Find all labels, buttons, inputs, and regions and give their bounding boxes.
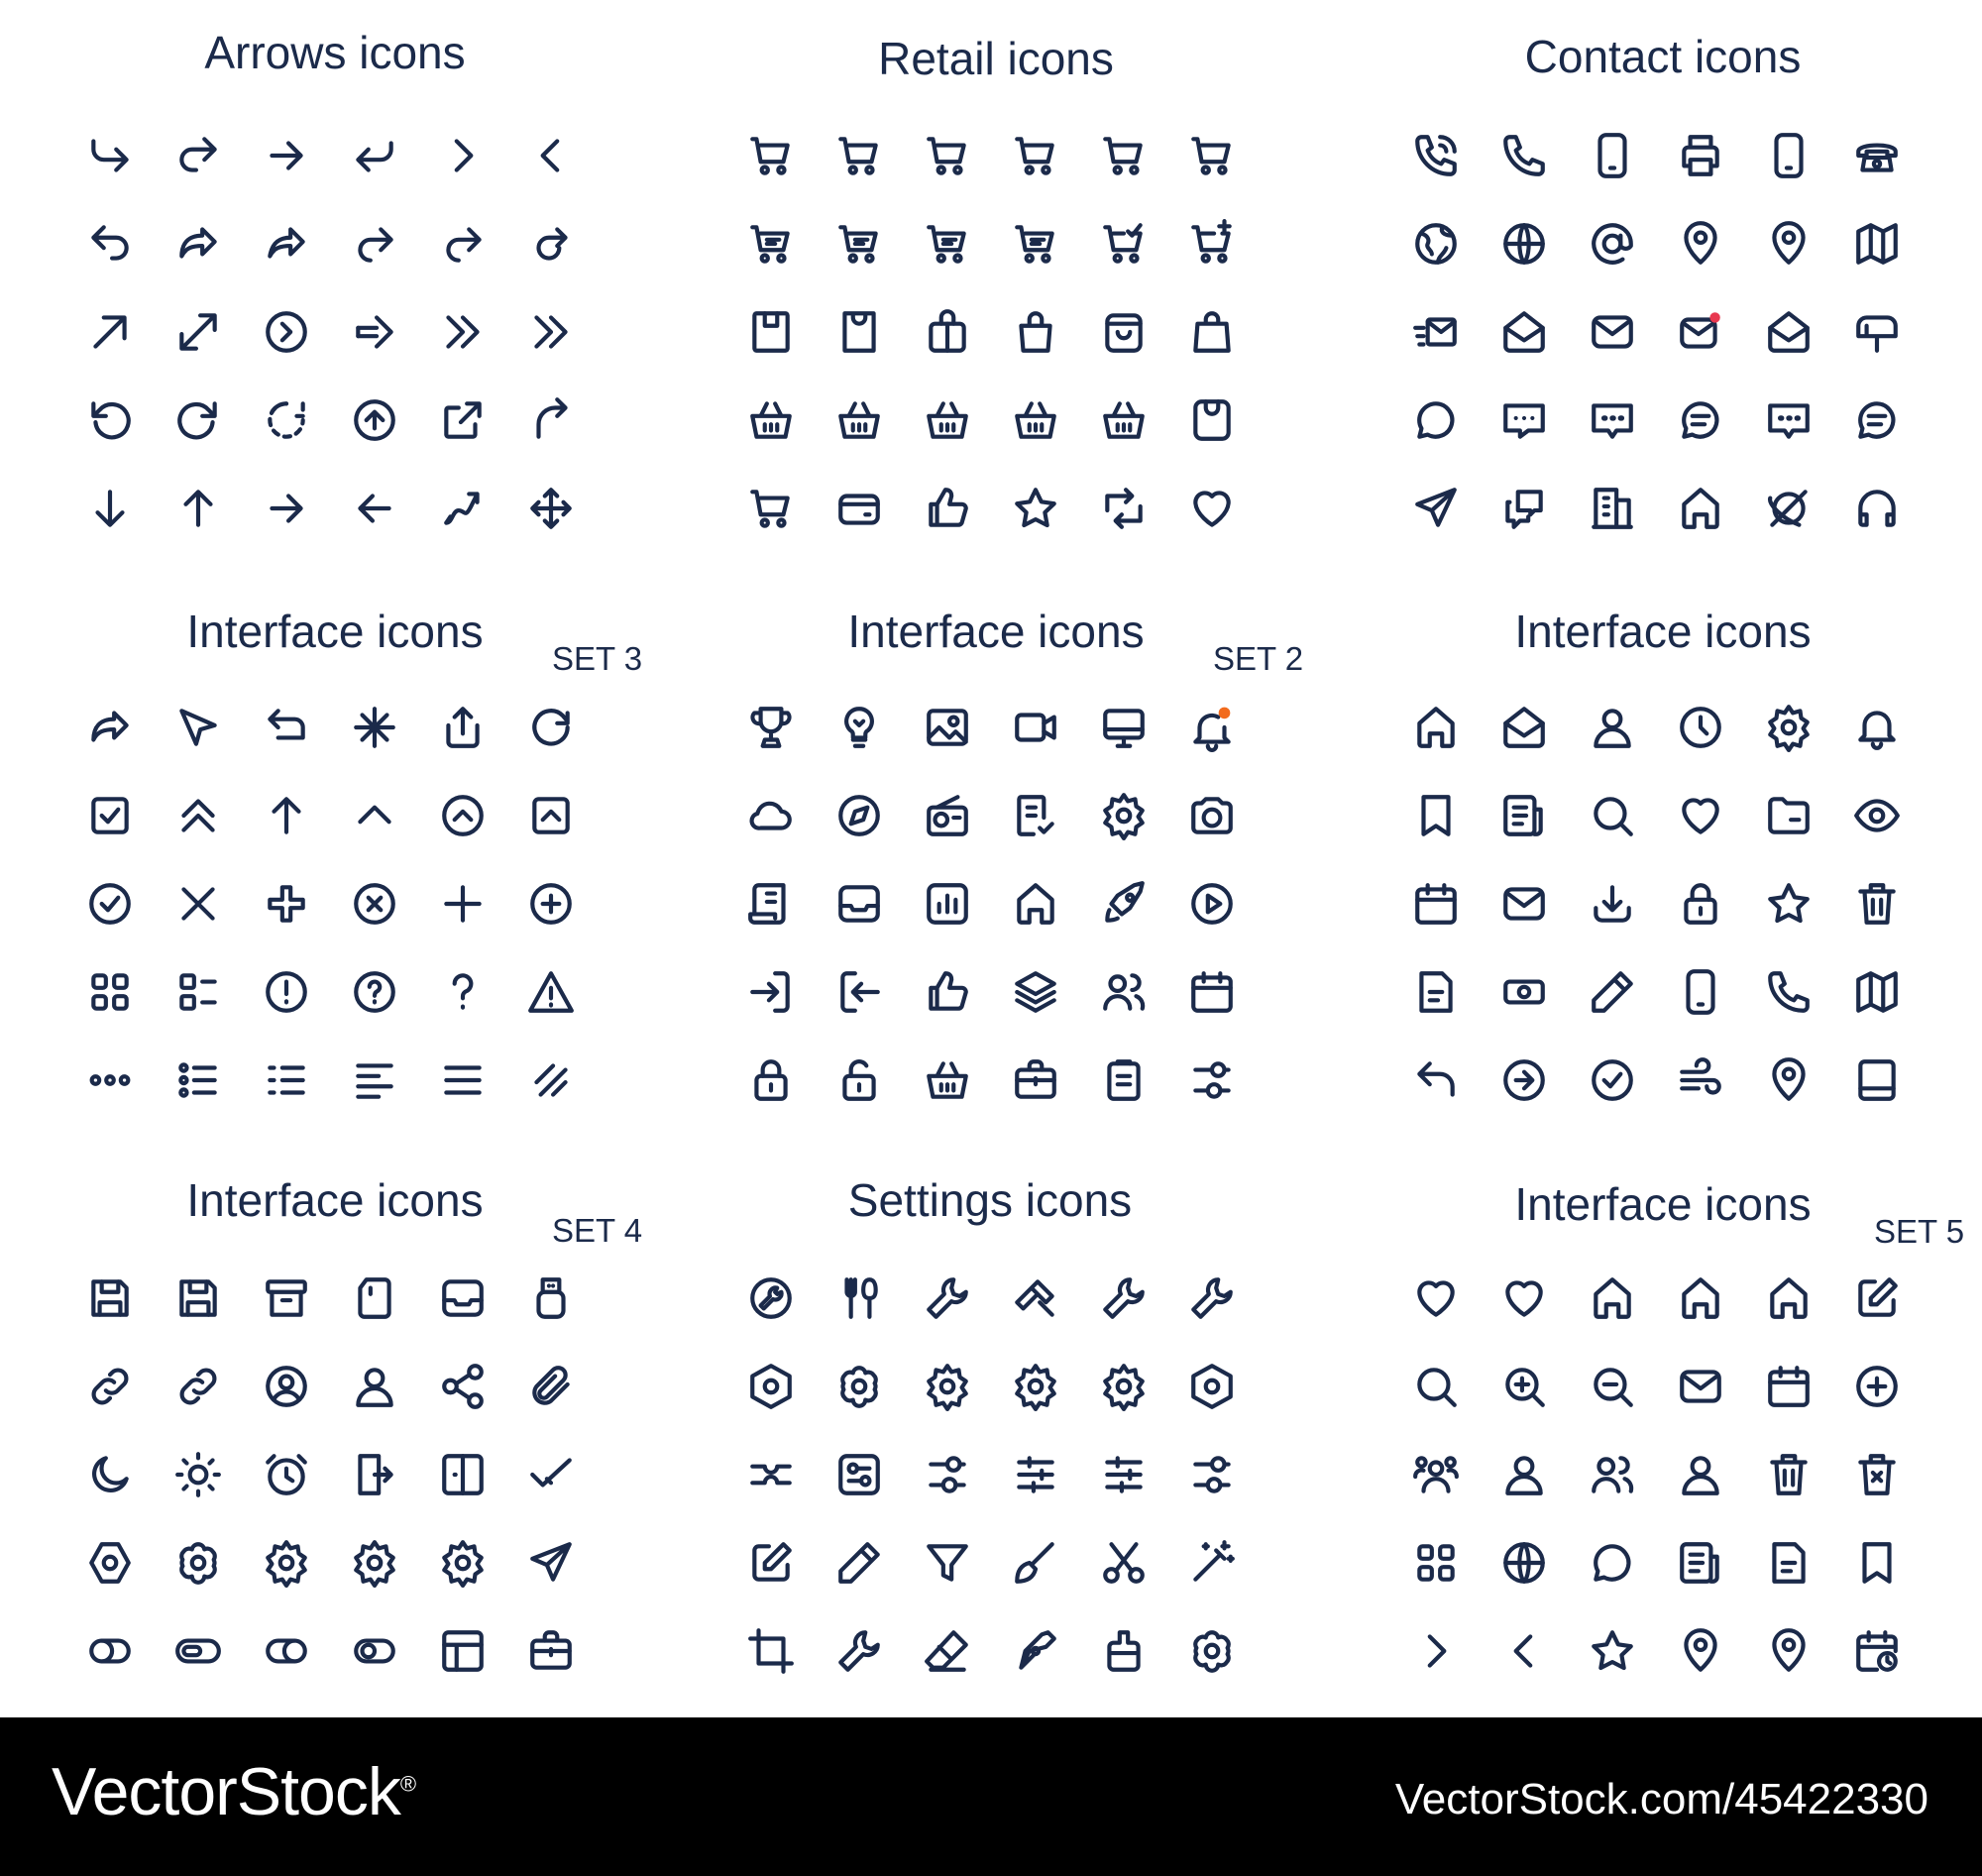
basket-icon bbox=[991, 376, 1079, 464]
chat-bubble-icon bbox=[1568, 1518, 1656, 1606]
expand-diagonal-icon bbox=[154, 287, 242, 376]
circle-chevron-up-icon bbox=[418, 771, 506, 859]
dashed-list-icon bbox=[242, 1036, 330, 1124]
lock-icon bbox=[726, 1036, 815, 1124]
building-icon bbox=[1568, 464, 1656, 552]
horizontal-sliders-icon bbox=[1079, 1430, 1167, 1518]
reply-arrow-icon bbox=[1391, 1036, 1480, 1124]
paint-brush-icon bbox=[991, 1518, 1079, 1606]
floppy-disk-icon bbox=[154, 1254, 242, 1342]
briefcase-icon bbox=[991, 1036, 1079, 1124]
basket-icon bbox=[815, 376, 903, 464]
move-cross-arrows-icon bbox=[506, 464, 595, 552]
watermark-footer bbox=[0, 1717, 1982, 1876]
document-icon bbox=[1480, 771, 1568, 859]
cursor-pointer-icon bbox=[154, 683, 242, 771]
horizontal-sliders-icon bbox=[991, 1430, 1079, 1518]
home-icon bbox=[1656, 1254, 1744, 1342]
interface-icons-title: Interface icons bbox=[186, 606, 484, 657]
clock-icon bbox=[1656, 683, 1744, 771]
home-icon bbox=[1568, 1254, 1656, 1342]
basket-icon bbox=[903, 1036, 991, 1124]
at-sign-icon bbox=[1568, 199, 1656, 287]
arrow-down-icon bbox=[65, 464, 154, 552]
crop-icon bbox=[726, 1606, 815, 1695]
checkmark-icon bbox=[506, 1430, 595, 1518]
heart-icon bbox=[1480, 1254, 1568, 1342]
flower-gear-icon bbox=[815, 1342, 903, 1430]
link-icon bbox=[65, 1342, 154, 1430]
zoom-in-icon bbox=[1480, 1342, 1568, 1430]
list-layout-icon bbox=[154, 947, 242, 1036]
envelope-icon bbox=[1656, 1342, 1744, 1430]
cart-lines-icon bbox=[726, 199, 815, 287]
map-pin-icon bbox=[1656, 199, 1744, 287]
envelope-icon bbox=[1568, 287, 1656, 376]
plus-icon bbox=[418, 859, 506, 947]
rotate-dashed-icon bbox=[242, 376, 330, 464]
chat-bubbles-icon bbox=[1480, 464, 1568, 552]
cart-icon bbox=[726, 111, 815, 199]
phone-icon bbox=[1744, 947, 1832, 1036]
cart-icon bbox=[991, 111, 1079, 199]
planet-icon bbox=[1744, 464, 1832, 552]
set-label: SET 2 bbox=[1213, 640, 1304, 677]
user-icon bbox=[1480, 1430, 1568, 1518]
wrench-icon bbox=[903, 1254, 991, 1342]
grid-four-icon bbox=[65, 947, 154, 1036]
image-id-url: VectorStock.com/45422330 bbox=[1394, 1775, 1928, 1823]
rotate-right-icon bbox=[154, 376, 242, 464]
arrows-icons-grid bbox=[65, 111, 595, 552]
fork-spoon-icon bbox=[815, 1254, 903, 1342]
unlock-icon bbox=[815, 1036, 903, 1124]
phone-icon bbox=[1480, 111, 1568, 199]
bell-badge-icon bbox=[1167, 683, 1256, 771]
cloud-icon bbox=[726, 771, 815, 859]
cart-icon bbox=[1079, 111, 1167, 199]
map-pin-icon bbox=[1744, 199, 1832, 287]
forward-arrow-icon bbox=[242, 199, 330, 287]
gear-icon bbox=[903, 1342, 991, 1430]
settings-icons-grid bbox=[726, 1254, 1256, 1695]
clipboard-icon bbox=[1079, 1036, 1167, 1124]
send-paper-plane-icon bbox=[506, 1518, 595, 1606]
chevron-right-icon bbox=[418, 111, 506, 199]
calendar-icon bbox=[1167, 947, 1256, 1036]
interface-icons-title: Interface icons bbox=[847, 606, 1145, 657]
toggle-off-icon bbox=[242, 1606, 330, 1695]
home-icon bbox=[1391, 683, 1480, 771]
home-icon bbox=[991, 859, 1079, 947]
envelope-icon bbox=[1480, 859, 1568, 947]
double-chevron-up-icon bbox=[154, 771, 242, 859]
eraser-icon bbox=[903, 1606, 991, 1695]
telephone-icon bbox=[1832, 111, 1921, 199]
search-icon bbox=[1568, 771, 1656, 859]
circle-plus-icon bbox=[1832, 1342, 1921, 1430]
document-check-icon bbox=[991, 771, 1079, 859]
envelope-open-icon bbox=[1480, 683, 1568, 771]
chat-bubble-square-icon bbox=[1480, 376, 1568, 464]
pen-nib-icon bbox=[991, 1606, 1079, 1695]
redo-round-arrow-icon bbox=[330, 199, 418, 287]
contact-icons-title: Contact icons bbox=[1524, 31, 1802, 82]
edit-square-icon bbox=[726, 1518, 815, 1606]
arrow-up-right-icon bbox=[65, 287, 154, 376]
thick-arrow-right-icon bbox=[330, 287, 418, 376]
cart-lines-icon bbox=[991, 199, 1079, 287]
close-x-icon bbox=[154, 859, 242, 947]
calendar-icon bbox=[1391, 859, 1480, 947]
settings-sliders-icon bbox=[903, 1430, 991, 1518]
retail-icons-title: Retail icons bbox=[878, 33, 1114, 84]
inbox-icon bbox=[418, 1254, 506, 1342]
alarm-clock-icon bbox=[242, 1430, 330, 1518]
rotate-left-icon bbox=[65, 376, 154, 464]
cart-lines-icon bbox=[815, 199, 903, 287]
set-label: SET 4 bbox=[552, 1212, 643, 1249]
inbox-icon bbox=[815, 859, 903, 947]
tablet-icon bbox=[1832, 1036, 1921, 1124]
basket-icon bbox=[726, 376, 815, 464]
pencil-icon bbox=[815, 1518, 903, 1606]
shopping-bag-square-icon bbox=[726, 287, 815, 376]
plus-thick-icon bbox=[242, 859, 330, 947]
interface-icons-title: Interface icons bbox=[186, 1174, 484, 1226]
chat-bubble-icon bbox=[1391, 376, 1480, 464]
chat-bubble-dots-icon bbox=[1568, 376, 1656, 464]
settings-icons-title: Settings icons bbox=[847, 1174, 1133, 1226]
curvy-arrow-icon bbox=[418, 464, 506, 552]
heart-icon bbox=[1391, 1254, 1480, 1342]
interface-icons-grid bbox=[726, 683, 1256, 1124]
search-icon bbox=[1391, 1342, 1480, 1430]
external-link-icon bbox=[418, 376, 506, 464]
star-icon bbox=[991, 464, 1079, 552]
chat-bubble-dots-icon bbox=[1744, 376, 1832, 464]
users-group-icon bbox=[1391, 1430, 1480, 1518]
arrow-left-icon bbox=[330, 464, 418, 552]
sd-card-icon bbox=[330, 1254, 418, 1342]
image-icon bbox=[903, 683, 991, 771]
rocket-icon bbox=[1079, 859, 1167, 947]
interface-icons-title: Interface icons bbox=[1514, 1178, 1812, 1230]
trophy-icon bbox=[726, 683, 815, 771]
bookmark-icon bbox=[1391, 771, 1480, 859]
circle-plus-icon bbox=[506, 859, 595, 947]
chevron-left-icon bbox=[506, 111, 595, 199]
basket-icon bbox=[903, 376, 991, 464]
chat-bubble-lines-icon bbox=[1832, 376, 1921, 464]
archive-box-icon bbox=[242, 1254, 330, 1342]
user-icon bbox=[330, 1342, 418, 1430]
bullet-list-icon bbox=[154, 1036, 242, 1124]
thumbs-up-icon bbox=[903, 947, 991, 1036]
lightbulb-icon bbox=[815, 683, 903, 771]
cart-check-icon bbox=[1079, 199, 1167, 287]
hammer-icon bbox=[991, 1254, 1079, 1342]
toggle-sliders-icon bbox=[726, 1430, 815, 1518]
moon-icon bbox=[65, 1430, 154, 1518]
cart-plus-icon bbox=[1167, 199, 1256, 287]
circle-close-icon bbox=[330, 859, 418, 947]
exchange-icon bbox=[1079, 464, 1167, 552]
hexagon-nut-icon bbox=[1167, 1342, 1256, 1430]
cart-icon bbox=[726, 464, 815, 552]
user-icon bbox=[1656, 1430, 1744, 1518]
link-icon bbox=[154, 1342, 242, 1430]
compass-icon bbox=[815, 771, 903, 859]
double-chevron-right-icon bbox=[418, 287, 506, 376]
more-dots-icon bbox=[65, 1036, 154, 1124]
folder-icon bbox=[1744, 771, 1832, 859]
asterisk-icon bbox=[330, 683, 418, 771]
file-icon bbox=[1744, 1518, 1832, 1606]
radio-icon bbox=[903, 771, 991, 859]
share-nodes-icon bbox=[418, 1342, 506, 1430]
handbag-icon bbox=[991, 287, 1079, 376]
settings-sliders-icon bbox=[1167, 1430, 1256, 1518]
grid-four-icon bbox=[1391, 1518, 1480, 1606]
gear-icon bbox=[1079, 771, 1167, 859]
users-icon bbox=[1568, 1430, 1656, 1518]
download-icon bbox=[1568, 859, 1656, 947]
envelope-open-icon bbox=[1744, 287, 1832, 376]
lock-icon bbox=[1656, 859, 1744, 947]
edit-square-icon bbox=[1832, 1254, 1921, 1342]
exclamation-circle-icon bbox=[242, 947, 330, 1036]
home-icon bbox=[1744, 1254, 1832, 1342]
settings-sliders-icon bbox=[1167, 1036, 1256, 1124]
thumbs-up-icon bbox=[903, 464, 991, 552]
video-camera-icon bbox=[991, 683, 1079, 771]
set-label: SET 5 bbox=[1874, 1213, 1965, 1250]
door-exit-icon bbox=[330, 1430, 418, 1518]
usb-stick-icon bbox=[506, 1254, 595, 1342]
menu-lines-icon bbox=[418, 1036, 506, 1124]
monitor-icon bbox=[1079, 683, 1167, 771]
smartphone-icon bbox=[1744, 111, 1832, 199]
cart-icon bbox=[903, 111, 991, 199]
circle-check-icon bbox=[65, 859, 154, 947]
curve-down-right-arrow-icon bbox=[65, 111, 154, 199]
checkbox-icon bbox=[65, 771, 154, 859]
sidebar-layout-icon bbox=[418, 1430, 506, 1518]
question-circle-icon bbox=[330, 947, 418, 1036]
log-out-icon bbox=[815, 947, 903, 1036]
document-icon bbox=[1656, 1518, 1744, 1606]
shopping-bag-smile-icon bbox=[1079, 287, 1167, 376]
send-paper-plane-icon bbox=[1391, 464, 1480, 552]
toggle-on-icon bbox=[65, 1606, 154, 1695]
gear-icon bbox=[991, 1342, 1079, 1430]
floppy-disk-icon bbox=[65, 1254, 154, 1342]
settings-square-icon bbox=[815, 1430, 903, 1518]
trash-icon bbox=[1832, 859, 1921, 947]
chevron-up-icon bbox=[330, 771, 418, 859]
turn-up-right-arrow-icon bbox=[506, 376, 595, 464]
envelope-notification-icon bbox=[1656, 287, 1744, 376]
circle-arrow-up-icon bbox=[330, 376, 418, 464]
home-icon bbox=[1656, 464, 1744, 552]
interface-icons-title: Interface icons bbox=[1514, 606, 1812, 657]
toggle-pill-icon bbox=[154, 1606, 242, 1695]
return-left-arrow-icon bbox=[330, 111, 418, 199]
receipt-icon bbox=[726, 859, 815, 947]
play-circle-icon bbox=[1167, 859, 1256, 947]
credit-card-icon bbox=[815, 464, 903, 552]
smartphone-icon bbox=[1568, 111, 1656, 199]
cart-icon bbox=[815, 111, 903, 199]
interface-icons-grid bbox=[65, 1254, 595, 1695]
double-chevron-right-icon bbox=[506, 287, 595, 376]
layout-icon bbox=[418, 1606, 506, 1695]
gear-icon bbox=[1079, 1342, 1167, 1430]
redo-circle-arrow-icon bbox=[506, 199, 595, 287]
user-circle-icon bbox=[242, 1342, 330, 1430]
paint-bucket-brush-icon bbox=[1079, 1606, 1167, 1695]
align-left-icon bbox=[330, 1036, 418, 1124]
wrench-icon bbox=[1167, 1254, 1256, 1342]
user-icon bbox=[1568, 683, 1656, 771]
wrench-icon bbox=[815, 1606, 903, 1695]
bell-icon bbox=[1832, 683, 1921, 771]
diagonal-lines-icon bbox=[506, 1036, 595, 1124]
envelope-open-icon bbox=[1480, 287, 1568, 376]
sun-icon bbox=[154, 1430, 242, 1518]
star-icon bbox=[1744, 859, 1832, 947]
gear-icon bbox=[330, 1518, 418, 1606]
shopping-bag-icon bbox=[1167, 287, 1256, 376]
globe-world-icon bbox=[1391, 199, 1480, 287]
map-pin-icon bbox=[1744, 1606, 1832, 1695]
trash-x-icon bbox=[1832, 1430, 1921, 1518]
money-icon bbox=[1480, 947, 1568, 1036]
brand-logo: VectorStock® bbox=[52, 1754, 416, 1829]
circle-chevron-right-icon bbox=[242, 287, 330, 376]
refresh-icon bbox=[506, 683, 595, 771]
square-chevron-up-icon bbox=[506, 771, 595, 859]
scissors-icon bbox=[1079, 1518, 1167, 1606]
interface-icons-grid bbox=[1391, 683, 1921, 1124]
basket-icon bbox=[1079, 376, 1167, 464]
mailbox-icon bbox=[1832, 287, 1921, 376]
gear-icon bbox=[418, 1518, 506, 1606]
calendar-clock-icon bbox=[1832, 1606, 1921, 1695]
globe-icon bbox=[1480, 199, 1568, 287]
cart-icon bbox=[1167, 111, 1256, 199]
share-arrow-icon bbox=[65, 683, 154, 771]
chat-bubble-lines-icon bbox=[1656, 376, 1744, 464]
share-arrow-icon bbox=[154, 199, 242, 287]
log-in-icon bbox=[726, 947, 815, 1036]
pencil-icon bbox=[1568, 947, 1656, 1036]
trash-icon bbox=[1744, 1430, 1832, 1518]
globe-icon bbox=[1480, 1518, 1568, 1606]
flower-gear-icon bbox=[154, 1518, 242, 1606]
smartphone-icon bbox=[1656, 947, 1744, 1036]
map-icon bbox=[1832, 947, 1921, 1036]
arrow-up-icon bbox=[242, 771, 330, 859]
wrench-circle-icon bbox=[726, 1254, 815, 1342]
gift-bag-icon bbox=[903, 287, 991, 376]
filter-icon bbox=[903, 1518, 991, 1606]
zoom-out-icon bbox=[1568, 1342, 1656, 1430]
file-icon bbox=[1391, 947, 1480, 1036]
layers-icon bbox=[991, 947, 1079, 1036]
question-mark-icon bbox=[418, 947, 506, 1036]
gear-icon bbox=[242, 1518, 330, 1606]
arrow-right-icon bbox=[242, 464, 330, 552]
headphones-icon bbox=[1832, 464, 1921, 552]
set-label: SET 3 bbox=[552, 640, 643, 677]
heart-icon bbox=[1656, 771, 1744, 859]
shopping-bag-notch-icon bbox=[815, 287, 903, 376]
map-icon bbox=[1832, 199, 1921, 287]
users-icon bbox=[1079, 947, 1167, 1036]
cloud-toggle-icon bbox=[330, 1606, 418, 1695]
printer-icon bbox=[1656, 111, 1744, 199]
circle-check-icon bbox=[1568, 1036, 1656, 1124]
phone-call-icon bbox=[1391, 111, 1480, 199]
bookmark-icon bbox=[1832, 1518, 1921, 1606]
paperclip-icon bbox=[506, 1342, 595, 1430]
gear-icon bbox=[1744, 683, 1832, 771]
calendar-icon bbox=[1744, 1342, 1832, 1430]
flower-gear-icon bbox=[1167, 1606, 1256, 1695]
contact-icons-grid bbox=[1391, 111, 1921, 552]
redo-round-arrow-icon bbox=[418, 199, 506, 287]
arrow-right-icon bbox=[242, 111, 330, 199]
wind-icon bbox=[1656, 1036, 1744, 1124]
bag-square-icon bbox=[1167, 376, 1256, 464]
hexagon-icon bbox=[65, 1518, 154, 1606]
retail-icons-grid bbox=[726, 111, 1256, 552]
arrow-up-icon bbox=[154, 464, 242, 552]
cart-lines-icon bbox=[903, 199, 991, 287]
upload-share-icon bbox=[418, 683, 506, 771]
bar-chart-icon bbox=[903, 859, 991, 947]
fast-mail-icon bbox=[1391, 287, 1480, 376]
redo-arrow-icon bbox=[154, 111, 242, 199]
wrench-icon bbox=[1079, 1254, 1167, 1342]
undo-arrow-icon bbox=[65, 199, 154, 287]
interface-icons-grid bbox=[1391, 1254, 1921, 1695]
map-pin-icon bbox=[1656, 1606, 1744, 1695]
undo-underline-icon bbox=[242, 683, 330, 771]
chevron-right-icon bbox=[1391, 1606, 1480, 1695]
hexagon-nut-icon bbox=[726, 1342, 815, 1430]
interface-icons-grid bbox=[65, 683, 595, 1124]
heart-icon bbox=[1167, 464, 1256, 552]
camera-icon bbox=[1167, 771, 1256, 859]
map-pin-icon bbox=[1744, 1036, 1832, 1124]
eye-icon bbox=[1832, 771, 1921, 859]
star-icon bbox=[1568, 1606, 1656, 1695]
arrows-icons-title: Arrows icons bbox=[204, 27, 466, 78]
warning-triangle-icon bbox=[506, 947, 595, 1036]
circle-arrow-right-icon bbox=[1480, 1036, 1568, 1124]
chevron-left-icon bbox=[1480, 1606, 1568, 1695]
magic-wand-icon bbox=[1167, 1518, 1256, 1606]
briefcase-icon bbox=[506, 1606, 595, 1695]
